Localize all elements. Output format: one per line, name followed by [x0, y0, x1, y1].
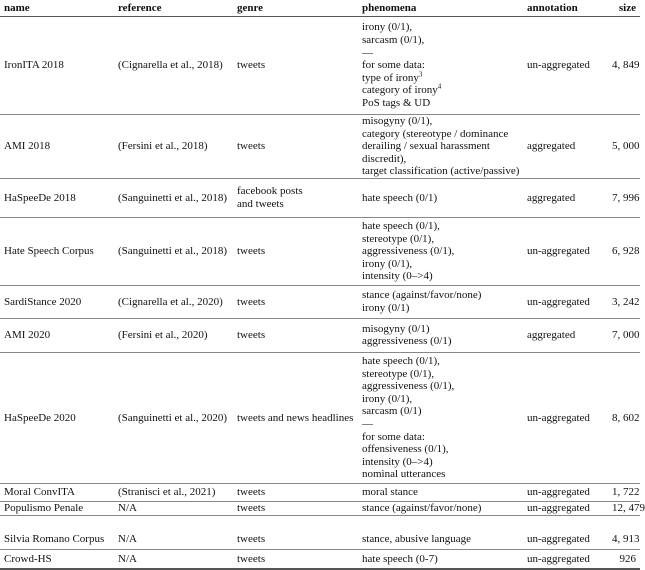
cell-phenomena: [358, 352, 523, 483]
phenomenon-line: [362, 468, 521, 481]
cell-reference: N/A: [114, 549, 233, 569]
cell-phenomena: [358, 217, 523, 285]
cell-name: AMI 2018: [0, 115, 114, 179]
header-annotation: annotation: [523, 0, 608, 17]
genre-line: tweets: [237, 140, 266, 153]
cell-genre: [233, 501, 358, 515]
cell-size: 6, 928: [608, 217, 640, 285]
cell-annotation: un-aggregated: [523, 483, 608, 501]
phenomenon-line: [362, 165, 521, 178]
cell-reference: (Cignarella et al., 2018): [114, 17, 233, 115]
cell-name: Crowd-HS: [0, 549, 114, 569]
phenomenon-text: —: [362, 417, 373, 430]
cell-phenomena: [358, 17, 523, 115]
genre-line: tweets: [237, 59, 266, 72]
genre-line: tweets: [237, 329, 266, 342]
cell-reference: (Fersini et al., 2018): [114, 115, 233, 179]
cell-size: 3, 242: [608, 285, 640, 318]
cell-size: 12, 479: [608, 501, 640, 515]
genre-line: tweets: [237, 552, 266, 565]
table-row: [0, 515, 640, 549]
phenomenon-text: hate speech (0/1): [362, 191, 438, 204]
phenomenon-text: PoS tags & UD: [362, 96, 431, 109]
genre-line: tweets: [237, 486, 266, 499]
cell-reference: (Sanguinetti et al., 2018): [114, 178, 233, 217]
phenomenon-line: [362, 443, 521, 456]
phenomenon-line: [362, 140, 521, 153]
phenomenon-line: [362, 533, 521, 546]
phenomenon-text: irony (0/1),: [362, 257, 413, 270]
table-row: [0, 352, 640, 483]
cell-genre: [233, 217, 358, 285]
cell-genre: [233, 285, 358, 318]
phenomenon-text: misogyny (0/1): [362, 322, 430, 335]
phenomenon-line: [362, 34, 521, 47]
table-row: [0, 483, 640, 501]
header-phenomena: phenomena: [358, 0, 523, 17]
phenomenon-text: misogyny (0/1),: [362, 115, 433, 127]
phenomenon-line: [362, 335, 521, 348]
phenomenon-text: derailing / sexual harassment: [362, 140, 490, 153]
table-row: [0, 178, 640, 217]
phenomenon-line: [362, 431, 521, 444]
cell-reference: N/A: [114, 501, 233, 515]
cell-phenomena: [358, 549, 523, 569]
phenomenon-line: [362, 323, 521, 336]
phenomenon-text: discredit),: [362, 152, 407, 165]
cell-reference: (Stranisci et al., 2021): [114, 483, 233, 501]
phenomenon-text: aggressiveness (0/1): [362, 335, 452, 348]
cell-genre: [233, 318, 358, 352]
cell-genre: [233, 178, 358, 217]
phenomenon-text: hate speech (0-7): [362, 552, 438, 565]
cell-annotation: un-aggregated: [523, 501, 608, 515]
phenomenon-line: [362, 355, 521, 368]
header-row: [0, 0, 640, 17]
cell-size: 4, 849: [608, 17, 640, 115]
header-genre: genre: [233, 0, 358, 17]
phenomenon-text: category (stereotype / dominance: [362, 127, 509, 140]
footnote-marker: 3: [418, 70, 423, 79]
phenomenon-line: [362, 153, 521, 166]
table-row: [0, 115, 640, 179]
cell-reference: (Cignarella et al., 2020): [114, 285, 233, 318]
genre-line: tweets: [237, 295, 266, 308]
phenomenon-line: [362, 128, 521, 141]
phenomenon-text: for some data:: [362, 59, 425, 72]
cell-annotation: aggregated: [523, 178, 608, 217]
phenomenon-text: type of irony: [362, 71, 419, 84]
phenomenon-line: [362, 84, 521, 97]
phenomenon-line: [362, 21, 521, 34]
cell-reference: (Fersini et al., 2020): [114, 318, 233, 352]
cell-annotation: un-aggregated: [523, 515, 608, 549]
phenomenon-text: stereotype (0/1),: [362, 232, 435, 245]
phenomenon-line: [362, 192, 521, 205]
phenomenon-text: aggressiveness (0/1),: [362, 245, 455, 258]
cell-size: 1, 722: [608, 483, 640, 501]
cell-name: AMI 2020: [0, 318, 114, 352]
cell-genre: [233, 549, 358, 569]
cell-name: HaSpeeDe 2020: [0, 352, 114, 483]
phenomenon-line: [362, 418, 521, 431]
table-row: [0, 318, 640, 352]
cell-annotation: aggregated: [523, 115, 608, 179]
cell-phenomena: [358, 178, 523, 217]
phenomenon-text: hate speech (0/1),: [362, 219, 440, 232]
table-row: [0, 217, 640, 285]
phenomenon-line: [362, 47, 521, 60]
phenomenon-text: target classification (active/passive): [362, 165, 520, 178]
phenomenon-text: stance (against/favor/none): [362, 289, 482, 302]
cell-annotation: un-aggregated: [523, 17, 608, 115]
table-row: [0, 17, 640, 115]
cell-name: IronITA 2018: [0, 17, 114, 115]
phenomenon-line: [362, 553, 521, 566]
phenomenon-line: [362, 115, 521, 128]
phenomenon-line: [362, 486, 521, 499]
genre-line: tweets: [237, 502, 266, 515]
phenomenon-text: aggressiveness (0/1),: [362, 380, 455, 393]
phenomenon-text: irony (0/1): [362, 301, 410, 314]
phenomenon-text: for some data:: [362, 430, 425, 443]
cell-name: SardiStance 2020: [0, 285, 114, 318]
phenomenon-text: category of irony: [362, 84, 438, 97]
cell-genre: [233, 17, 358, 115]
genre-line: tweets: [237, 533, 266, 546]
cell-size: 5, 000: [608, 115, 640, 179]
cell-genre: [233, 515, 358, 549]
phenomenon-line: [362, 289, 521, 302]
cell-annotation: aggregated: [523, 318, 608, 352]
cell-name: Populismo Penale: [0, 501, 114, 515]
cell-annotation: un-aggregated: [523, 352, 608, 483]
phenomenon-line: [362, 233, 521, 246]
phenomenon-text: sarcasm (0/1),: [362, 34, 425, 47]
phenomenon-text: intensity (0–>4): [362, 270, 433, 283]
phenomenon-text: irony (0/1),: [362, 21, 413, 34]
phenomenon-line: [362, 270, 521, 283]
cell-genre: [233, 352, 358, 483]
phenomenon-text: hate speech (0/1),: [362, 355, 440, 367]
phenomenon-line: [362, 456, 521, 469]
cell-phenomena: [358, 115, 523, 179]
phenomenon-line: [362, 380, 521, 393]
phenomenon-line: [362, 97, 521, 110]
phenomenon-text: nominal utterances: [362, 468, 446, 481]
phenomenon-line: [362, 59, 521, 72]
cell-phenomena: [358, 501, 523, 515]
phenomenon-line: [362, 302, 521, 315]
cell-size: 926: [608, 549, 640, 569]
cell-size: 4, 913: [608, 515, 640, 549]
genre-line: and tweets: [237, 197, 284, 210]
phenomenon-line: [362, 405, 521, 418]
footnote-marker: 4: [437, 82, 442, 91]
cell-reference: (Sanguinetti et al., 2018): [114, 217, 233, 285]
table-row: [0, 501, 640, 515]
phenomenon-line: [362, 393, 521, 406]
phenomenon-text: stereotype (0/1),: [362, 367, 435, 380]
phenomenon-text: moral stance: [362, 486, 418, 499]
cell-phenomena: [358, 483, 523, 501]
phenomenon-line: [362, 245, 521, 258]
cell-name: Hate Speech Corpus: [0, 217, 114, 285]
header-reference: reference: [114, 0, 233, 17]
cell-genre: [233, 115, 358, 179]
phenomenon-text: sarcasm (0/1): [362, 405, 422, 418]
cell-phenomena: [358, 318, 523, 352]
cell-annotation: un-aggregated: [523, 285, 608, 318]
genre-line: tweets: [237, 245, 266, 258]
cell-size: 8, 602: [608, 352, 640, 483]
cell-genre: [233, 483, 358, 501]
phenomenon-text: intensity (0–>4): [362, 455, 433, 468]
phenomenon-text: stance, abusive language: [362, 533, 472, 546]
cell-reference: (Sanguinetti et al., 2020): [114, 352, 233, 483]
cell-annotation: un-aggregated: [523, 549, 608, 569]
genre-line: tweets and news headlines: [237, 411, 354, 424]
cell-name: Moral ConvITA: [0, 483, 114, 501]
phenomenon-line: [362, 502, 521, 515]
phenomenon-text: offensiveness (0/1),: [362, 443, 449, 456]
cell-size: 7, 996: [608, 178, 640, 217]
table-row: [0, 549, 640, 569]
header-name: name: [0, 0, 114, 17]
cell-size: 7, 000: [608, 318, 640, 352]
phenomenon-line: [362, 258, 521, 271]
cell-name: Silvia Romano Corpus: [0, 515, 114, 549]
header-size: size: [608, 0, 640, 17]
phenomenon-line: [362, 368, 521, 381]
cell-reference: N/A: [114, 515, 233, 549]
phenomenon-text: irony (0/1),: [362, 392, 413, 405]
phenomenon-text: —: [362, 46, 373, 59]
cell-annotation: un-aggregated: [523, 217, 608, 285]
cell-phenomena: [358, 515, 523, 549]
cell-phenomena: [358, 285, 523, 318]
genre-line: facebook posts: [237, 185, 303, 198]
phenomenon-text: stance (against/favor/none): [362, 502, 482, 515]
phenomenon-line: [362, 220, 521, 233]
cell-name: HaSpeeDe 2018: [0, 178, 114, 217]
phenomenon-line: [362, 72, 521, 85]
table-row: [0, 285, 640, 318]
